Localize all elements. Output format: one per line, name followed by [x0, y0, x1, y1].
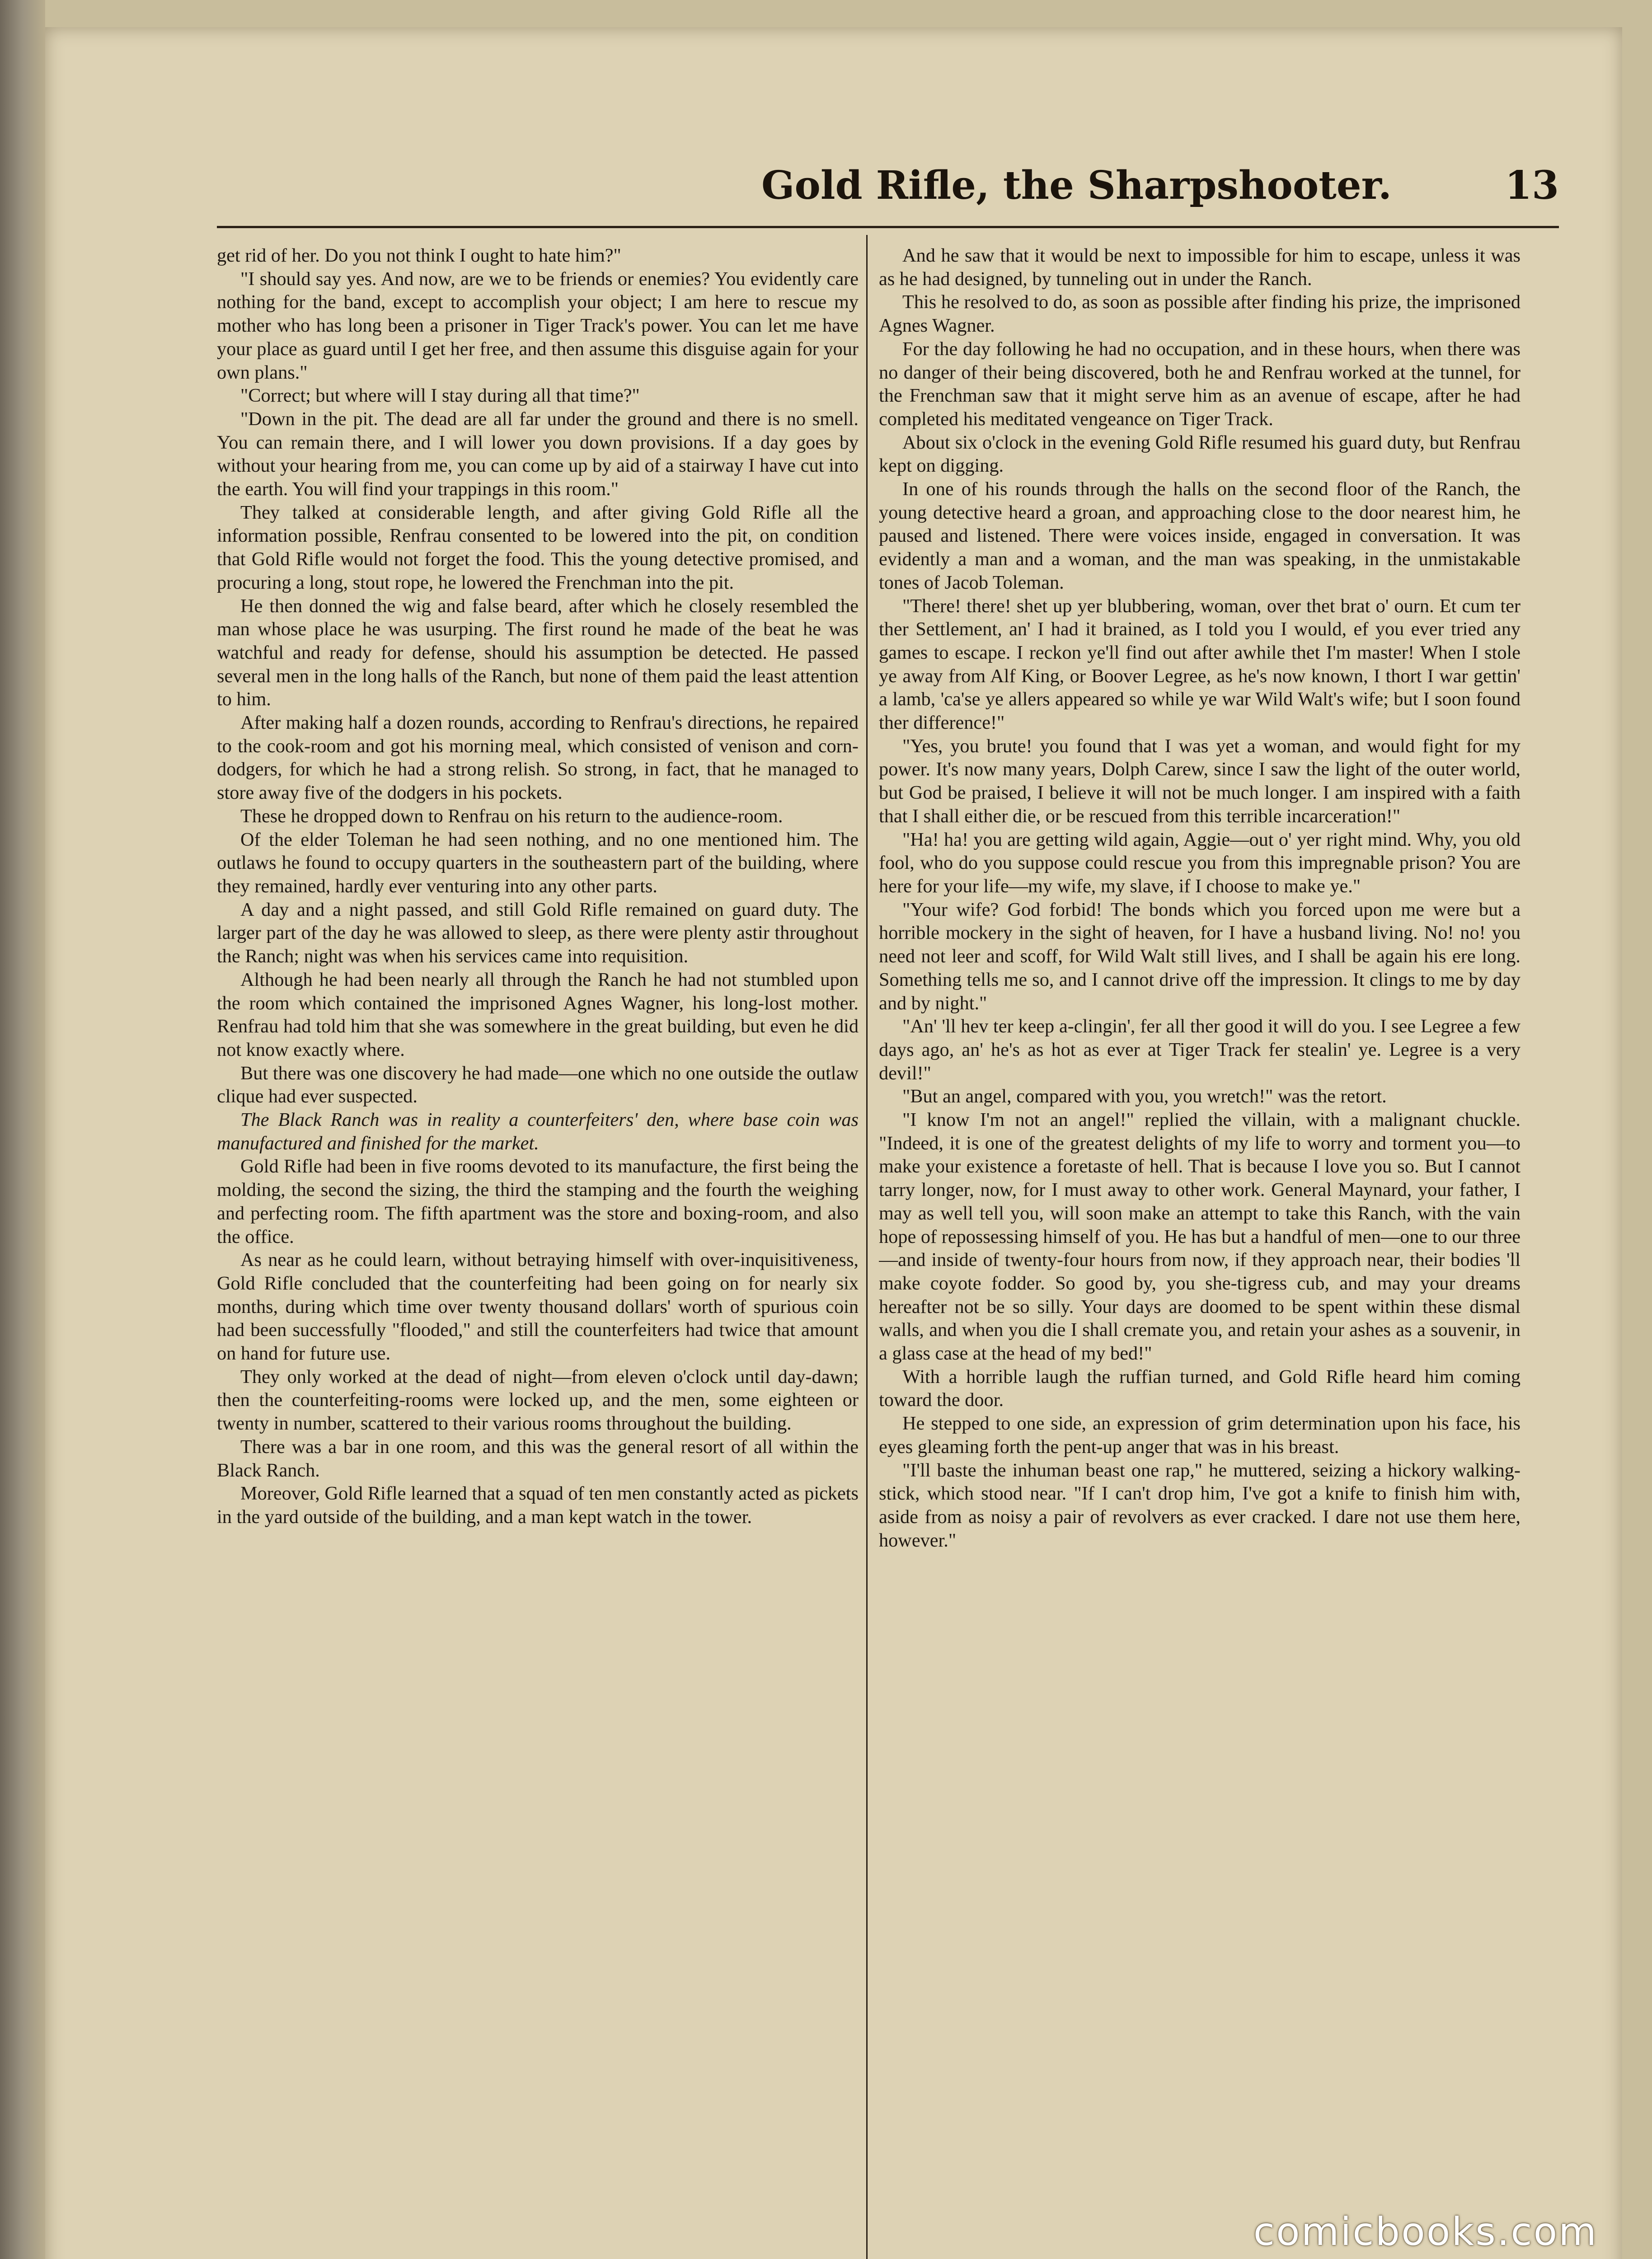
right-column: [879, 244, 1521, 2259]
running-title: Gold Rifle, the Sharpshooter.: [761, 163, 1392, 208]
paragraph: Moreover, Gold Rifle learned that a squad of ten men constantly acted as pickets in the yard outside of the building, and a man kept watch in the tower.: [217, 1483, 859, 1528]
left-column: [217, 244, 859, 2259]
paragraph: And he saw that it would be next to impossible for him to escape, unless it was as he had designed, by tunneling out in under the Ranch.: [879, 245, 1521, 290]
paragraph: "Down in the pit. The dead are all far under the ground and there is no smell. You can remain there, and I will lower you down provisions. If a day goes by without your hearing from me, you can come up by aid of a stairway I have cut into the earth. You will find your trappings in this room.": [217, 408, 859, 500]
paragraph: In one of his rounds through the halls on the second floor of the Ranch, the young detective heard a groan, and approaching close to the door nearest him, he paused and listened. There were voices inside, engaged in conversation. It was evidently a man and a woman, and the man was speaking, in the unmistakable tones of Jacob Toleman.: [879, 478, 1521, 593]
site-watermark: comicbooks.com: [1253, 2209, 1598, 2254]
paragraph: There was a bar in one room, and this was the general resort of all within the Black Ranch.: [217, 1436, 859, 1481]
paragraph: get rid of her. Do you not think I ought to hate him?": [217, 245, 621, 266]
header-rule: [217, 226, 1559, 228]
paragraph: They only worked at the dead of night—from eleven o'clock until day-dawn; then the counterfeiting-rooms were locked up, and the men, some eighteen or twenty in number, scattered to their various rooms throughout the building.: [217, 1366, 859, 1434]
paragraph: "An' 'll hev ter keep a-clingin', fer all ther good it will do you. I see Legree a few days ago, an' he's as hot as ever at Tiger Track fer stealin' ye. Legree is a very devil!": [879, 1016, 1521, 1084]
paragraph: But there was one discovery he had made—one which no one outside the outlaw clique had ever suspected.: [217, 1062, 859, 1107]
paragraph: Gold Rifle had been in five rooms devoted to its manufacture, the first being the molding, the second the sizing, the third the stamping and the fourth the weighing and perfecting room. The fifth apartment was the store and boxing-room, and also the office.: [217, 1156, 859, 1247]
paragraph: "I should say yes. And now, are we to be friends or enemies? You evidently care nothing for the band, except to accomplish your object; I am here to rescue my mother who has long been a prisoner in Tiger Track's power. You can let me have your place as guard until I get her free, and then assume this disguise again for your own plans.": [217, 268, 859, 383]
paragraph: After making half a dozen rounds, according to Renfrau's directions, he repaired to the cook-room and got his morning meal, which consisted of venison and corn-dodgers, for which he had a strong relish. So strong, in fact, that he managed to store away five of the dodgers in his pockets.: [217, 712, 859, 804]
paragraph: He then donned the wig and false beard, after which he closely resembled the man whose place he was usurping. The first round he made of the beat he was watchful and ready for defense, should his assumption be detected. He passed several men in the long halls of the Ranch, but none of them paid the least attention to him.: [217, 595, 859, 710]
paragraph: Although he had been nearly all through the Ranch he had not stumbled upon the room which contained the imprisoned Agnes Wagner, his long-lost mother. Renfrau had told him that she was somewhere in the great building, but even he did not know exactly where.: [217, 969, 859, 1060]
paragraph: This he resolved to do, as soon as possible after finding his prize, the imprisoned Agnes Wagner.: [879, 291, 1521, 337]
paragraph: "There! there! shet up yer blubbering, woman, over thet brat o' ourn. Et cum ter ther Settlement, an' I had it brained, as I told you I would, ef you ever tried any games to escape. I reckon ye'll find out after awhile thet I'm master! When I stole ye away from Alf King, or Boover Legree, as he's now known, I thort I war gettin' a lamb, 'ca'se ye allers appeared so while ye war Wild Walt's wife; but I soon found ther difference!": [879, 595, 1521, 734]
paragraph: They talked at considerable length, and after giving Gold Rifle all the information possible, Renfrau consented to be lowered into the pit, on condition that Gold Rifle would not forget the food. This the young detective promised, and procuring a long, stout rope, he lowered the Frenchman into the pit.: [217, 501, 859, 593]
paragraph: "Correct; but where will I stay during all that time?": [240, 385, 640, 407]
paragraph-italic: The Black Ranch was in reality a counterfeiters' den, where base coin was manufactured and finished for the market.: [217, 1109, 859, 1154]
paragraph: "I know I'm not an angel!" replied the villain, with a malignant chuckle. "Indeed, it is one of the greatest delights of my life to worry and torment you—to make your existence a foretaste of hell. That is because I love you so. But I cannot tarry longer, now, for I must away to other work. General Maynard, your father, I may as well tell you, will soon make an attempt to take this Ranch, with the vain hope of repossessing himself of you. He has but a handful of men—one to our three—and inside of twenty-four hours from now, if they approach near, their bodies 'll make coyote fodder. So good by, you she-tigress cub, and may your dreams hereafter not be so silly. Your days are doomed to be spent within these dismal walls, and when you die I shall cremate you, and retain your ashes as a souvenir, in a glass case at the head of my bed!": [879, 1109, 1521, 1364]
paragraph: "Ha! ha! you are getting wild again, Aggie—out o' yer right mind. Why, you old fool, who do you suppose could rescue you from this impregnable prison? You are here for your life—my wife, my slave, if I choose to make ye.": [879, 829, 1521, 897]
paragraph: About six o'clock in the evening Gold Rifle resumed his guard duty, but Renfrau kept on digging.: [879, 431, 1521, 477]
page-number: 13: [1505, 163, 1559, 208]
page-header: [217, 27, 1559, 210]
paragraph: Of the elder Toleman he had seen nothing, and no one mentioned him. The outlaws he found to occupy quarters in the southeastern part of the building, where they remained, hardly ever venturing into any other parts.: [217, 829, 859, 897]
paragraph: He stepped to one side, an expression of grim determination upon his face, his eyes gleaming forth the pent-up anger that was in his breast.: [879, 1413, 1521, 1458]
paragraph: "Yes, you brute! you found that I was yet a woman, and would fight for my power. It's now many years, Dolph Carew, since I saw the light of the outer world, but God be praised, I believe it will not be much longer. I am inspired with a faith that I shall either die, or be rescued from this terrible incarceration!": [879, 735, 1521, 827]
paragraph: As near as he could learn, without betraying himself with over-inquisitiveness, Gold Rifle concluded that the counterfeiting had been going on for nearly six months, during which time over twenty thousand dollars' worth of spurious coin had been successfully "flooded," and still the counterfeiters had twice that amount on hand for future use.: [217, 1249, 859, 1364]
paragraph: With a horrible laugh the ruffian turned, and Gold Rifle heard him coming toward the door.: [879, 1366, 1521, 1411]
paragraph: For the day following he had no occupation, and in these hours, when there was no danger of their being discovered, both he and Renfrau worked at the tunnel, for the Frenchman saw that it might serve him as an avenue of escape, after he had completed his meditated vengeance on Tiger Track.: [879, 338, 1521, 430]
paragraph: "I'll baste the inhuman beast one rap," he muttered, seizing a hickory walking-stick, which stood near. "If I can't drop him, I've got a knife to finish him with, aside from as noisy a pair of revolvers as ever cracked. I dare not use them here, however.": [879, 1459, 1521, 1551]
paragraph: "Your wife? God forbid! The bonds which you forced upon me were but a horrible mockery in the sight of heaven, for I have a husband living. No! no! you need not leer and scoff, for Wild Walt still lives, and I shall be again his ere long. Something tells me so, and I cannot drive off the impression. It clings to me by day and by night.": [879, 899, 1521, 1014]
paragraph: A day and a night passed, and still Gold Rifle remained on guard duty. The larger part of the day he was allowed to sleep, as there were plenty astir throughout the Ranch; night was when his services came into requisition.: [217, 899, 859, 967]
paragraph: These he dropped down to Renfrau on his return to the audience-room.: [240, 805, 783, 827]
book-binding-edge: [0, 0, 45, 2259]
column-divider: [866, 235, 868, 2259]
paragraph: "But an angel, compared with you, you wretch!" was the retort.: [902, 1086, 1387, 1107]
